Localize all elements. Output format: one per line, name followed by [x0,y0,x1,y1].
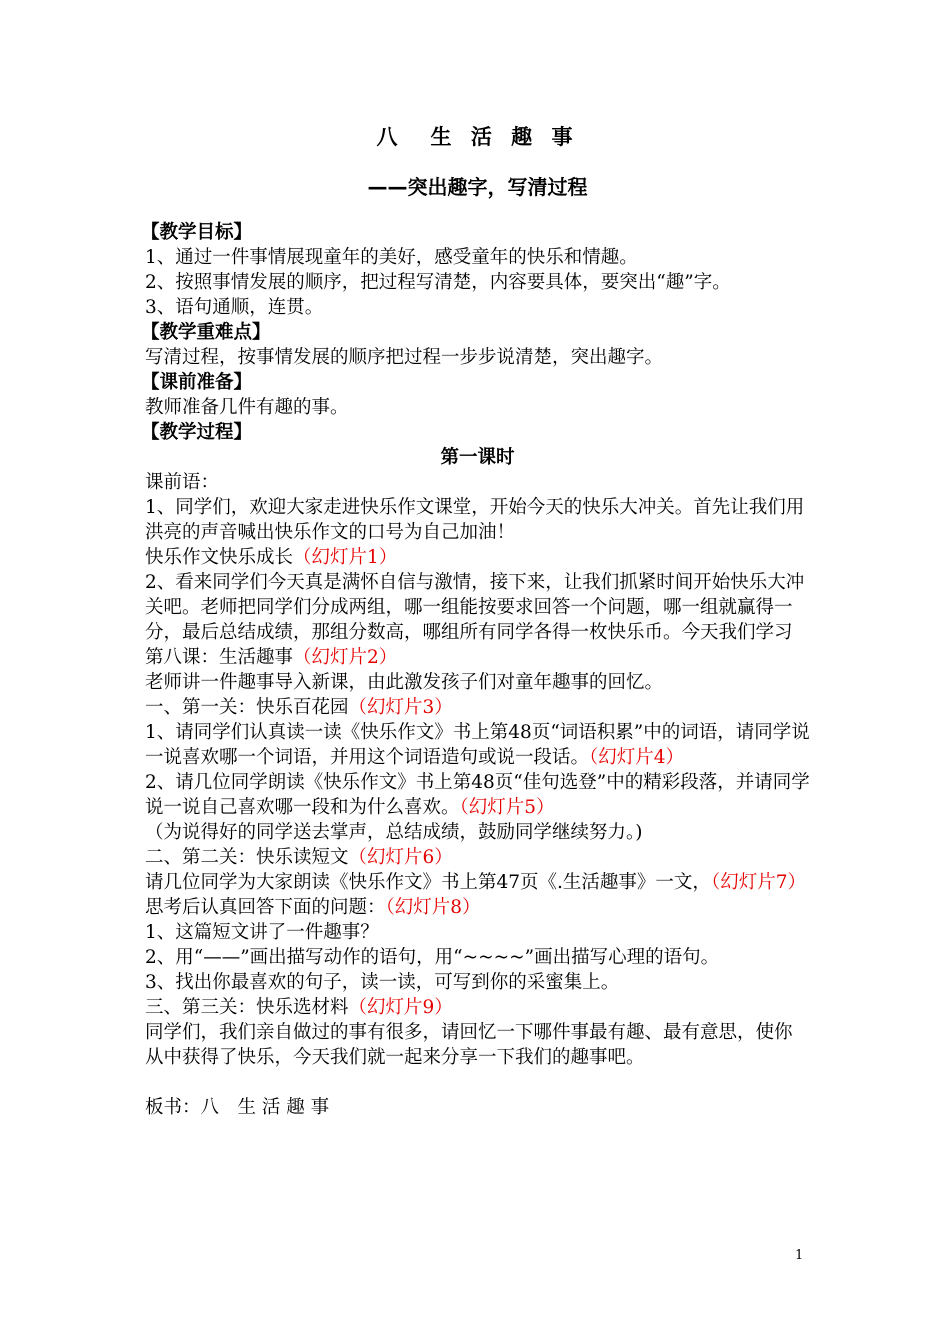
stage-2-question-2: 2、用“——”画出描写动作的语句，用“~~~~”画出描写心理的语句。 [145,947,720,968]
stage-2-question-3: 3、找出你最喜欢的句子，读一读，可写到你的采蜜集上。 [145,972,620,993]
slide-ref-4: （幻灯片4） [589,747,685,768]
paragraph-2 [145,545,810,570]
stage-3-heading [145,995,810,1020]
stage-1-item-2 [145,770,810,820]
stage-2-question-1: 1、这篇短文讲了一件趣事？ [145,922,379,943]
stage-2-text: 二、第二关：快乐读短文 [145,847,349,868]
preparation-heading: 【课前准备】 [141,372,253,393]
paragraph-3-text: 2、看来同学们今天真是满怀自信与激情，接下来，让我们抓紧时间开始快乐大冲关吧。老师把同学们分成两组，哪一组能按要求回答一个问题，哪一组就赢得一分，最后总结成绩，那组分数高，哪组所有同学各得一枚快乐币。今天我们学习第八课：生活趣事 [145,572,805,668]
slide-ref-7: （幻灯片7） [710,872,806,893]
stage-3-text: 三、第三关：快乐选材料 [145,997,349,1018]
page-number: 1 [795,1248,804,1263]
goal-2: 2、按照事情发展的顺序，把过程写清楚，内容要具体，要突出“趣”字。 [145,272,731,293]
slide-ref-9: （幻灯片9） [348,997,453,1018]
stage-1-item-1 [145,720,810,770]
preparation-text: 教师准备几件有趣的事。 [145,397,349,418]
stage-2-instruction [145,870,810,920]
stage-1-item-1-text: 1、请同学们认真读一读《快乐作文》书上第48页“词语积累”中的词语，请同学说一说喜欢哪一个词语，并用这个词语造句或说一段话。 [145,722,810,768]
stage-1-heading [145,695,810,720]
slide-ref-2: （幻灯片2） [293,647,398,668]
slide-ref-6: （幻灯片6） [348,847,453,868]
stage-2-heading [145,845,810,870]
slide-ref-8: （幻灯片8） [385,897,481,918]
page-subtitle: ——突出趣字，写清过程 [367,175,588,199]
blackboard-writing: 板书：八 生 活 趣 事 [145,1097,330,1118]
stage-2-instruction-mid: 思考后认真回答下面的问题： [145,897,386,918]
goals-heading: 【教学目标】 [141,222,253,243]
spacer [145,1070,810,1095]
intro-label: 课前语： [145,472,220,493]
goal-1: 1、通过一件事情展现童年的美好，感受童年的快乐和情趣。 [145,247,638,268]
page-title: 八 生 活 趣 事 [376,125,579,149]
process-heading: 【教学过程】 [141,422,253,443]
slide-ref-5: （幻灯片5） [459,797,555,818]
slide-ref-3: （幻灯片3） [348,697,453,718]
stage-3-paragraph: 同学们，我们亲自做过的事有很多，请回忆一下哪件事最有趣、最有意思，使你从中获得了快乐，今天我们就一起来分享一下我们的趣事吧。 [145,1022,793,1068]
key-points-text: 写清过程，按事情发展的顺序把过程一步步说清楚，突出趣字。 [145,347,664,368]
stage-1-note: （为说得好的同学送去掌声，总结成绩，鼓励同学继续努力。) [145,822,643,843]
stage-1-text: 一、第一关：快乐百花园 [145,697,349,718]
goal-3: 3、语句通顺，连贯。 [145,297,324,318]
lesson-heading: 第一课时 [440,447,515,468]
slogan-text: 快乐作文快乐成长 [145,547,294,568]
stage-1-item-2-text: 2、请几位同学朗读《快乐作文》书上第48页“佳句选登”中的精彩段落，并请同学说一说自己喜欢哪一段和为什么喜欢。 [145,772,810,818]
paragraph-1: 1、同学们，欢迎大家走进快乐作文课堂，开始今天的快乐大冲关。首先让我们用洪亮的声音喊出快乐作文的口号为自己加油！ [145,497,805,543]
slide-ref-1: （幻灯片1） [293,547,398,568]
paragraph-3 [145,570,810,670]
document-body [141,120,810,1120]
key-points-heading: 【教学重难点】 [141,322,271,343]
paragraph-4: 老师讲一件趣事导入新课，由此激发孩子们对童年趣事的回忆。 [145,672,664,693]
stage-2-instruction-text: 请几位同学为大家朗读《快乐作文》书上第47页《.生活趣事》一文， [145,872,711,893]
